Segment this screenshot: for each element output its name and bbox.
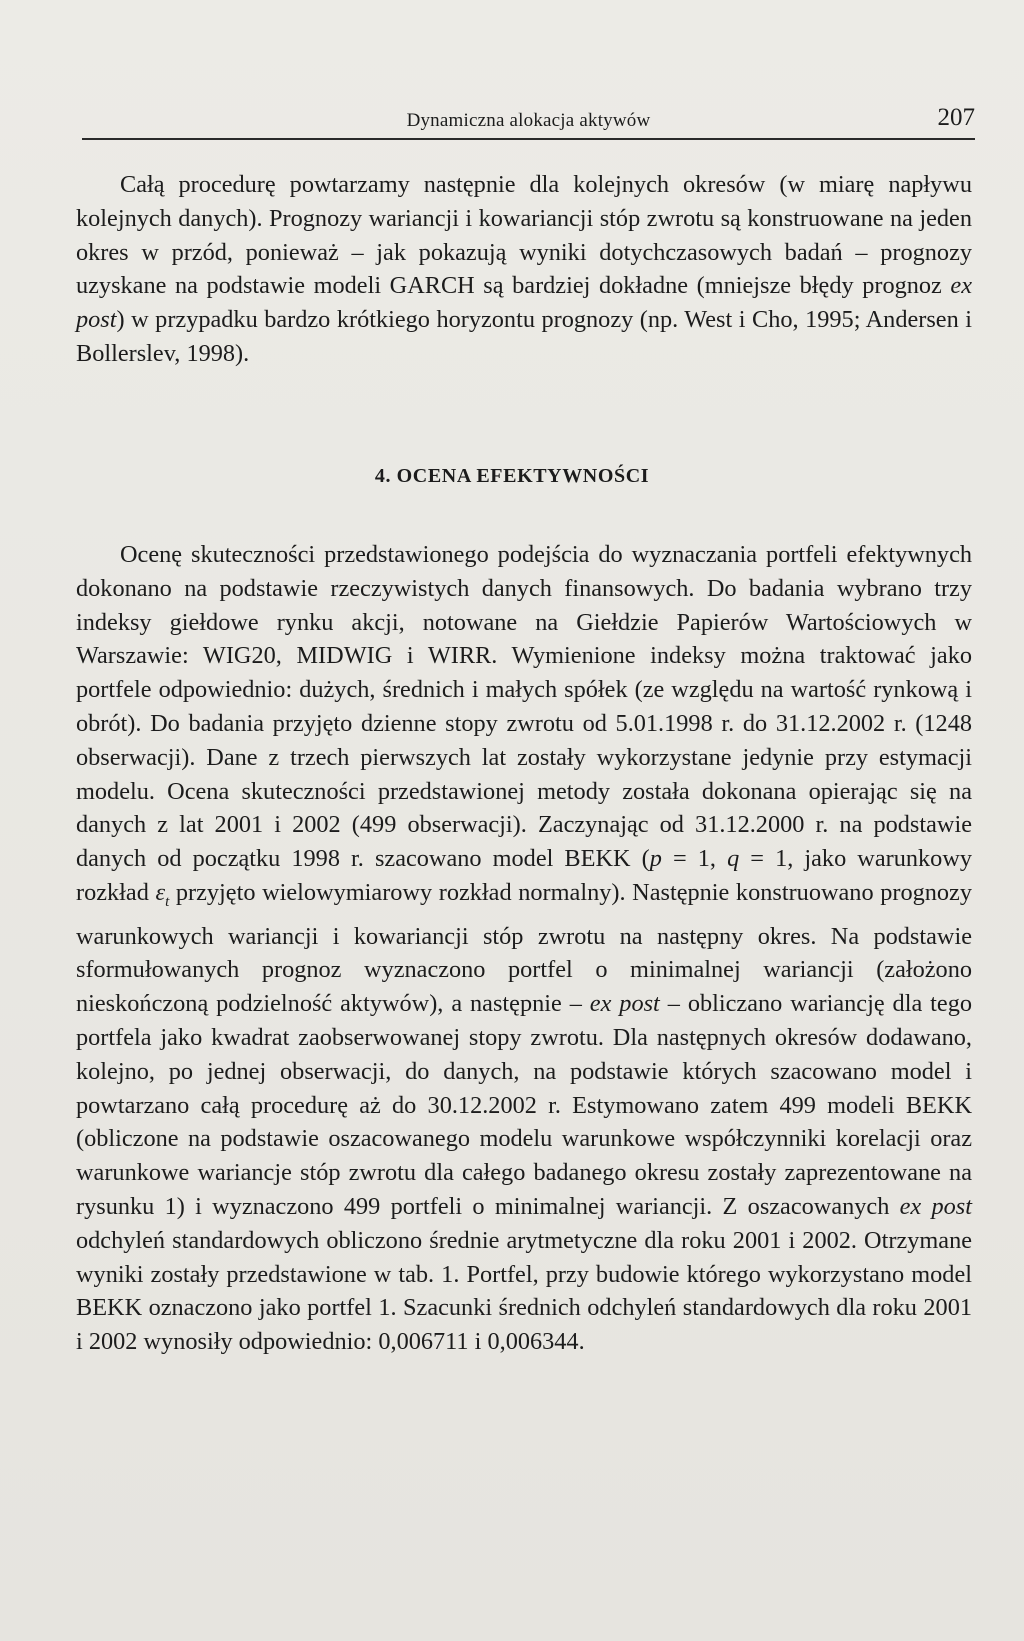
paragraph-text: – obliczano wariancję dla tego portfela jako kwadrat zaobserwowanej stopy zwrotu. Dla następnych okresów dodawano, kolejno, po jednej obserwacji, do danych, na podstawie których szacowano model i powtarzano całą procedurę aż do 30.12.2002 r. Estymowano zatem 499 modeli BEKK (obliczone na podstawie oszacowanego modelu warunkowe współczynniki korelacji oraz warunkowe wariancje stóp zwrotu dla całego badanego okresu zostały zaprezentowane na rysunku 1) i wyznaczono 499 portfeli o minimalnej wariancji. Z oszacowanych — [76, 990, 973, 1220]
section-heading: 4. OCENA EFEKTYWNOŚCI — [374, 465, 650, 487]
paragraph-text: Ocenę skuteczności przedstawionego podejścia do wyznaczania portfeli efektywnych dokonano na podstawie rzeczywistych danych finansowych. Do badania wybrano trzy indeksy giełdowe rynku akcji, notowane na Giełdzie Papierów Wartościowych w Warszawie: WIG20, MIDWIG i WIRR. Wymienione indeksy można traktować jako portfele odpowiednio: dużych, średnich i małych spółek (ze względu na wartość rynkową i obrót). Do badania przyjęto dzienne stopy zwrotu od 5.01.1998 r. do 31.12.2002 r. (1248 obserwacji). Dane z trzech pierwszych lat zostały wykorzystane jedynie przy estymacji modelu. Ocena skuteczności przedstawionej metody została dokonana opierając się na danych z lat 2001 i 2002 (499 obserwacji). Zaczynając od 31.12.2000 r. na podstawie danych od początku 1998 r. szacowano model BEKK ( — [76, 541, 972, 873]
paragraph-text: przyjęto wielowymiarowy rozkład normalny). Następnie konstruowano prognozy warunkowych wariancji i kowariancji stóp zwrotu na następny okres. Na podstawie sformułowanych prognoz wyznaczono portfel o minimalnej wariancji (założono nieskończoną podzielność aktywów), a następnie – — [76, 878, 972, 1018]
paragraph-text: = 1, — [661, 845, 728, 873]
page-number: 207 — [937, 104, 975, 131]
paragraph-text: Całą procedurę powtarzamy następnie dla kolejnych okresów (w miarę napływu kolejnych danych). Prognozy wariancji i kowariancji stóp zwrotu są konstruowane na jeden okres w przód, ponieważ – jak pokazują wyniki dotychczasowych badań – prognozy uzyskane na podstawie modeli GARCH są bardziej dokładne (mniejsze błędy prognoz — [76, 171, 972, 300]
paragraph-text: odchyleń standardowych obliczono średnie arytmetyczne dla roku 2001 i 2002. Otrzymane wyniki zostały przedstawione w tab. 1. Portfel, przy budowie którego wykorzystano model BEKK oznaczono jako portfel 1. Szacunki średnich odchyleń standardowych dla roku 2001 i 2002 wynosiły odpowiednio: 0,006711 i 0,006344. — [76, 1226, 972, 1356]
page-header — [82, 104, 975, 140]
paragraph-evaluation — [76, 538, 972, 1359]
paragraph-text: = 1, jako warunkowy rozkład — [76, 845, 973, 906]
italic-term: ex post — [899, 1193, 973, 1220]
italic-symbol-q: q — [727, 845, 740, 873]
paragraph-text: ) w przypadku bardzo krótkiego horyzontu prognozy (np. West i Cho, 1995; Andersen i Bollerslev, 1998). — [76, 306, 972, 367]
paragraph-procedure — [76, 168, 972, 371]
italic-symbol-p: p — [649, 845, 662, 873]
italic-term: ex post — [76, 272, 972, 334]
running-title: Dynamiczna alokacja aktywów — [406, 110, 651, 131]
italic-symbol-epsilon: ε — [155, 878, 166, 906]
subscript-t: t — [165, 893, 170, 910]
italic-term: ex post — [589, 990, 660, 1018]
